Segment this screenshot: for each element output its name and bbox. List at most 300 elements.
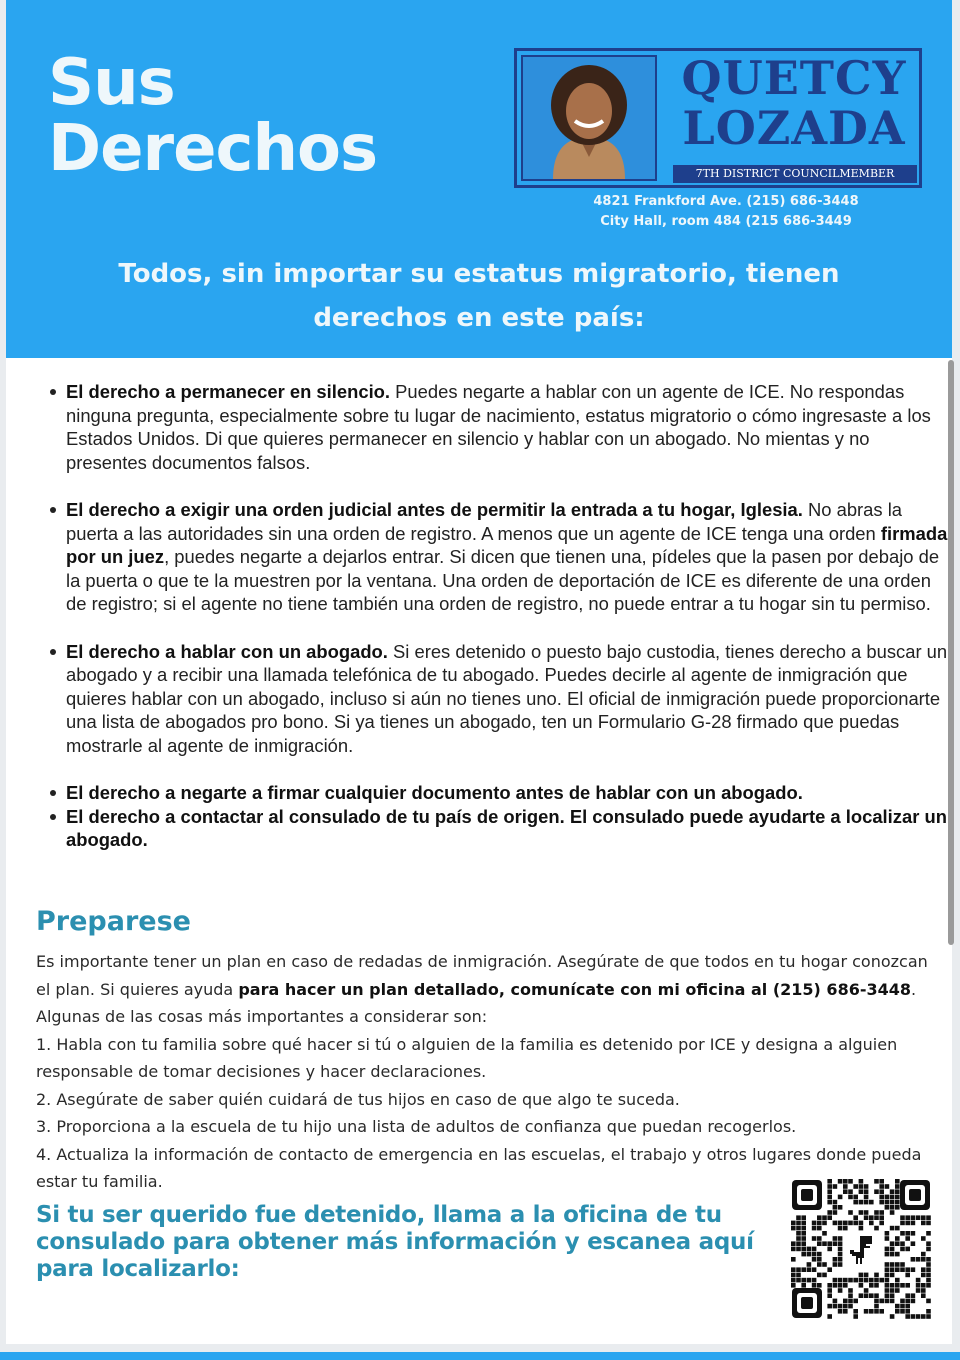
qr-module <box>843 1189 848 1194</box>
qr-module <box>843 1283 848 1288</box>
qr-module <box>874 1278 879 1283</box>
brand-line-2: LOZADA <box>682 101 906 155</box>
qr-module <box>905 1309 910 1314</box>
qr-module <box>817 1241 822 1246</box>
qr-module <box>900 1241 905 1246</box>
qr-module <box>827 1293 832 1298</box>
qr-module <box>921 1215 926 1220</box>
qr-module <box>895 1283 900 1288</box>
qr-module <box>921 1267 926 1272</box>
qr-module <box>916 1283 921 1288</box>
qr-module <box>879 1278 884 1283</box>
qr-module <box>791 1283 796 1288</box>
qr-module <box>853 1278 858 1283</box>
qr-module <box>796 1236 801 1241</box>
qr-module <box>838 1288 843 1293</box>
qr-module <box>833 1278 838 1283</box>
qr-module <box>879 1184 884 1189</box>
qr-module <box>905 1299 910 1304</box>
qr-module <box>869 1221 874 1226</box>
qr-module <box>807 1252 812 1257</box>
qr-module <box>791 1278 796 1283</box>
qr-module <box>874 1215 879 1220</box>
qr-module <box>895 1189 900 1194</box>
qr-module <box>874 1299 879 1304</box>
right-heading: El derecho a exigir una orden judicial antes de permitir la entrada a tu hogar, Iglesia. <box>66 499 803 520</box>
qr-module <box>822 1231 827 1236</box>
qr-module <box>895 1304 900 1309</box>
qr-module <box>921 1314 926 1319</box>
qr-module <box>827 1215 832 1220</box>
qr-module <box>864 1210 869 1215</box>
qr-module <box>895 1184 900 1189</box>
qr-module <box>885 1262 890 1267</box>
qr-module <box>874 1189 879 1194</box>
qr-module <box>905 1304 910 1309</box>
dinosaur-icon <box>844 1232 880 1266</box>
qr-module <box>869 1215 874 1220</box>
right-item-consulate <box>66 805 950 852</box>
qr-module <box>801 1221 806 1226</box>
qr-module <box>879 1195 884 1200</box>
city-hall-address: City Hall, room 484 (215 686-3449 <box>600 214 852 229</box>
right-heading: El derecho a permanecer en silencio. <box>66 381 391 402</box>
prepare-step: 4. Actualiza la información de contacto de emergencia en las escuelas, el trabajo y otros lugares donde pueda estar tu familia. <box>36 1144 922 1191</box>
qr-module <box>791 1273 796 1278</box>
qr-module <box>926 1215 931 1220</box>
prepare-intro-emphasis: para hacer un plan detallado, comunícate con mi oficina al (215) 686-3448 <box>238 979 911 999</box>
councilmember-logo <box>514 48 922 188</box>
qr-module <box>885 1293 890 1298</box>
qr-module <box>869 1293 874 1298</box>
qr-module <box>843 1184 848 1189</box>
qr-module <box>827 1241 832 1246</box>
qr-code-icon[interactable] <box>788 1176 934 1322</box>
qr-module <box>812 1267 817 1272</box>
qr-module <box>885 1278 890 1283</box>
qr-module <box>921 1252 926 1257</box>
brand-line-1: QUETCY <box>681 51 907 105</box>
qr-module <box>827 1210 832 1215</box>
qr-module <box>885 1252 890 1257</box>
qr-module <box>911 1299 916 1304</box>
qr-module <box>859 1184 864 1189</box>
qr-module <box>879 1210 884 1215</box>
qr-module <box>926 1257 931 1262</box>
qr-module <box>864 1215 869 1220</box>
qr-module <box>812 1236 817 1241</box>
qr-module <box>807 1278 812 1283</box>
qr-module <box>869 1200 874 1205</box>
qr-module <box>838 1252 843 1257</box>
qr-module <box>791 1221 796 1226</box>
qr-module <box>859 1200 864 1205</box>
qr-module <box>796 1226 801 1231</box>
qr-module <box>926 1231 931 1236</box>
qr-module <box>864 1189 869 1194</box>
qr-module <box>911 1293 916 1298</box>
qr-module <box>874 1179 879 1184</box>
qr-module <box>807 1262 812 1267</box>
qr-module <box>874 1226 879 1231</box>
qr-module <box>890 1283 895 1288</box>
qr-module <box>859 1189 864 1194</box>
qr-module <box>879 1215 884 1220</box>
qr-module <box>900 1247 905 1252</box>
qr-module <box>827 1195 832 1200</box>
qr-module <box>890 1293 895 1298</box>
qr-module <box>833 1241 838 1246</box>
qr-module <box>905 1273 910 1278</box>
qr-module <box>885 1231 890 1236</box>
qr-module <box>817 1283 822 1288</box>
qr-module <box>911 1221 916 1226</box>
qr-module <box>812 1247 817 1252</box>
qr-module <box>812 1257 817 1262</box>
qr-module <box>900 1309 905 1314</box>
qr-module <box>827 1247 832 1252</box>
qr-module <box>905 1221 910 1226</box>
qr-module <box>817 1262 822 1267</box>
qr-module <box>838 1179 843 1184</box>
qr-module <box>859 1179 864 1184</box>
qr-module <box>900 1262 905 1267</box>
qr-module <box>926 1309 931 1314</box>
qr-module <box>817 1221 822 1226</box>
qr-module <box>890 1200 895 1205</box>
qr-module <box>796 1231 801 1236</box>
qr-module <box>900 1231 905 1236</box>
qr-module <box>905 1314 910 1319</box>
qr-module <box>833 1283 838 1288</box>
right-text: Puedes negarte a hablar con un agente de ICE. No respondas ninguna pregunta, especialmente sobre tu lugar de nacimiento, estatus migratorio o cómo ingresaste a los Estados Unidos. Di que quieres permanecer en silencio y hablar con un abogado. No mientas y no presentes documentos falsos. <box>66 381 931 473</box>
councilmember-photo <box>521 55 657 181</box>
qr-module <box>848 1221 853 1226</box>
qr-module <box>895 1267 900 1272</box>
qr-module <box>890 1247 895 1252</box>
qr-module <box>864 1273 869 1278</box>
qr-module <box>791 1226 796 1231</box>
qr-module <box>822 1241 827 1246</box>
qr-module <box>796 1215 801 1220</box>
qr-module <box>843 1179 848 1184</box>
qr-module <box>848 1210 853 1215</box>
qr-module <box>874 1304 879 1309</box>
prepare-step: 1. Habla con tu familia sobre qué hacer si tú o alguien de la familia es detenido por ICE y designa a alguien responsable de tomar decisiones y hacer declaraciones. <box>36 1034 898 1081</box>
qr-module <box>890 1262 895 1267</box>
qr-module <box>916 1257 921 1262</box>
qr-module <box>853 1309 858 1314</box>
qr-module <box>885 1273 890 1278</box>
qr-module <box>921 1293 926 1298</box>
qr-module <box>791 1267 796 1272</box>
qr-module <box>879 1179 884 1184</box>
qr-module <box>890 1195 895 1200</box>
office-address: 4821 Frankford Ave. (215) 686-3448 <box>593 194 859 209</box>
qr-module <box>801 1241 806 1246</box>
qr-module <box>843 1299 848 1304</box>
right-text: No abras la puerta a las autoridades sin una orden de registro. A menos que un agente de ICE tenga una orden <box>66 499 903 544</box>
right-heading: El derecho a contactar al consulado de tu país de origen. El consulado puede ayudarte a localizar un abogado. <box>66 805 947 850</box>
qr-module <box>838 1195 843 1200</box>
qr-module <box>890 1252 895 1257</box>
qr-module <box>838 1309 843 1314</box>
qr-module <box>833 1236 838 1241</box>
prepare-step: 3. Proporciona a la escuela de tu hijo una lista de adultos de confianza que puedan recogerlos. <box>36 1117 797 1136</box>
qr-module <box>833 1221 838 1226</box>
qr-module <box>822 1221 827 1226</box>
qr-module <box>885 1283 890 1288</box>
qr-module <box>864 1278 869 1283</box>
qr-module <box>900 1215 905 1220</box>
right-item-lawyer <box>66 640 950 758</box>
qr-module <box>885 1205 890 1210</box>
qr-module <box>801 1283 806 1288</box>
qr-module <box>801 1267 806 1272</box>
qr-module <box>900 1221 905 1226</box>
qr-finder-bottom-left <box>792 1288 822 1318</box>
qr-module <box>890 1241 895 1246</box>
qr-module <box>895 1262 900 1267</box>
qr-module <box>869 1309 874 1314</box>
qr-module <box>817 1252 822 1257</box>
qr-module <box>926 1241 931 1246</box>
qr-module <box>827 1189 832 1194</box>
qr-module <box>822 1273 827 1278</box>
qr-module <box>921 1288 926 1293</box>
right-heading: El derecho a negarte a firmar cualquier documento antes de hablar con un abogado. <box>66 782 803 803</box>
qr-module <box>921 1257 926 1262</box>
qr-code-graphic <box>788 1176 934 1322</box>
councilmember-role: 7TH DISTRICT COUNCILMEMBER <box>673 165 917 183</box>
right-emphasis: firmada por un juez <box>66 522 948 567</box>
bottom-accent-bar <box>0 1352 960 1360</box>
prepare-intro-text: . Algunas de las cosas más importantes a considerar son: <box>36 979 917 1026</box>
qr-module <box>864 1200 869 1205</box>
title-line-2: Derechos <box>48 112 378 186</box>
qr-module <box>926 1247 931 1252</box>
qr-module <box>900 1267 905 1272</box>
qr-module <box>853 1184 858 1189</box>
qr-module <box>801 1226 806 1231</box>
right-heading: El derecho a hablar con un abogado. <box>66 640 388 662</box>
header-banner <box>6 0 952 358</box>
qr-module <box>900 1283 905 1288</box>
qr-module <box>859 1293 864 1298</box>
qr-module <box>843 1304 848 1309</box>
right-item-refuse-sign <box>66 781 950 805</box>
qr-module <box>796 1241 801 1246</box>
qr-module <box>885 1184 890 1189</box>
qr-module <box>885 1236 890 1241</box>
qr-module <box>853 1221 858 1226</box>
qr-module <box>827 1184 832 1189</box>
qr-module <box>848 1195 853 1200</box>
qr-module <box>921 1283 926 1288</box>
qr-module <box>905 1267 910 1272</box>
qr-module <box>827 1179 832 1184</box>
qr-module <box>869 1278 874 1283</box>
qr-module <box>926 1314 931 1319</box>
qr-module <box>921 1273 926 1278</box>
qr-module <box>859 1210 864 1215</box>
qr-module <box>796 1278 801 1283</box>
qr-module <box>822 1215 827 1220</box>
qr-module <box>833 1184 838 1189</box>
qr-module <box>817 1215 822 1220</box>
qr-module <box>890 1299 895 1304</box>
qr-module <box>864 1184 869 1189</box>
title-line-1: Sus <box>48 46 175 120</box>
qr-module <box>817 1257 822 1262</box>
qr-module <box>895 1205 900 1210</box>
qr-module <box>822 1262 827 1267</box>
qr-module <box>838 1304 843 1309</box>
qr-module <box>848 1189 853 1194</box>
prepare-section <box>36 948 946 1196</box>
qr-module <box>827 1200 832 1205</box>
qr-module <box>895 1226 900 1231</box>
qr-module <box>859 1273 864 1278</box>
qr-module <box>926 1278 931 1283</box>
qr-module <box>859 1221 864 1226</box>
qr-module <box>796 1247 801 1252</box>
qr-module <box>838 1221 843 1226</box>
qr-module <box>848 1304 853 1309</box>
qr-module <box>859 1278 864 1283</box>
qr-module <box>848 1179 853 1184</box>
qr-module <box>926 1267 931 1272</box>
qr-module <box>864 1195 869 1200</box>
qr-finder-top-left <box>792 1180 822 1210</box>
qr-module <box>833 1210 838 1215</box>
qr-module <box>848 1299 853 1304</box>
councilmember-name <box>669 53 919 153</box>
qr-module <box>879 1200 884 1205</box>
qr-module <box>843 1226 848 1231</box>
qr-module <box>812 1278 817 1283</box>
right-text: , puedes negarte a dejarlos entrar. Si dicen que tienen una, pídeles que la pasen por debajo de la puerta o que te la muestren por la ventana. Una orden de deportación de ICE es diferente de una orden de registro; si el agente no tiene también una orden de registro, no puede entrar a tu hogar sin tu permiso. <box>66 546 940 614</box>
qr-module <box>801 1252 806 1257</box>
qr-module <box>911 1241 916 1246</box>
qr-module <box>796 1273 801 1278</box>
qr-module <box>864 1288 869 1293</box>
qr-module <box>812 1226 817 1231</box>
qr-module <box>879 1299 884 1304</box>
qr-module <box>807 1247 812 1252</box>
prepare-step: 2. Asegúrate de saber quién cuidará de tus hijos en caso de que algo te suceda. <box>36 1089 680 1109</box>
qr-module <box>859 1226 864 1231</box>
qr-module <box>890 1205 895 1210</box>
qr-module <box>895 1252 900 1257</box>
qr-module <box>859 1283 864 1288</box>
qr-module <box>833 1262 838 1267</box>
qr-module <box>833 1200 838 1205</box>
qr-module <box>905 1231 910 1236</box>
qr-module <box>827 1267 832 1272</box>
qr-module <box>911 1267 916 1272</box>
qr-module <box>895 1278 900 1283</box>
right-item-warrant <box>66 498 950 616</box>
qr-module <box>833 1205 838 1210</box>
qr-module <box>879 1309 884 1314</box>
qr-module <box>874 1293 879 1298</box>
qr-module <box>838 1262 843 1267</box>
qr-module <box>843 1309 848 1314</box>
qr-module <box>926 1283 931 1288</box>
qr-module <box>874 1210 879 1215</box>
qr-module <box>838 1226 843 1231</box>
qr-module <box>833 1257 838 1262</box>
qr-module <box>916 1278 921 1283</box>
qr-module <box>796 1221 801 1226</box>
flyer-page <box>6 0 952 1344</box>
qr-module <box>817 1226 822 1231</box>
qr-module <box>885 1288 890 1293</box>
qr-module <box>807 1267 812 1272</box>
qr-module <box>827 1283 832 1288</box>
subtitle-line-1: Todos, sin importar su estatus migratorio, tienen <box>118 259 840 289</box>
qr-module <box>890 1226 895 1231</box>
qr-module <box>905 1236 910 1241</box>
subtitle-line-2: derechos en este país: <box>313 303 645 333</box>
qr-module <box>838 1257 843 1262</box>
qr-module <box>890 1210 895 1215</box>
qr-module <box>874 1283 879 1288</box>
qr-module <box>827 1304 832 1309</box>
qr-finder-top-right <box>900 1180 930 1210</box>
qr-module <box>853 1299 858 1304</box>
qr-module <box>864 1309 869 1314</box>
qr-module <box>812 1221 817 1226</box>
qr-module <box>885 1195 890 1200</box>
qr-module <box>833 1304 838 1309</box>
qr-module <box>848 1288 853 1293</box>
qr-module <box>879 1221 884 1226</box>
qr-module <box>926 1262 931 1267</box>
qr-module <box>905 1215 910 1220</box>
qr-module <box>838 1278 843 1283</box>
qr-module <box>911 1257 916 1262</box>
prepare-intro-text: Es importante tener un plan en caso de redadas de inmigración. Asegúrate de que todos en tu hogar conozcan el plan. Si quieres ayuda <box>36 952 928 999</box>
qr-module <box>895 1309 900 1314</box>
qr-module <box>869 1283 874 1288</box>
qr-module <box>885 1200 890 1205</box>
qr-module <box>895 1288 900 1293</box>
qr-module <box>812 1283 817 1288</box>
page-title <box>48 46 378 186</box>
qr-module <box>890 1273 895 1278</box>
qr-module <box>921 1221 926 1226</box>
qr-module <box>791 1241 796 1246</box>
qr-module <box>890 1288 895 1293</box>
prepare-intro <box>36 948 946 1031</box>
qr-module <box>890 1267 895 1272</box>
qr-module <box>895 1179 900 1184</box>
header-subtitle <box>66 252 892 340</box>
qr-module <box>895 1236 900 1241</box>
qr-module <box>874 1273 879 1278</box>
qr-module <box>895 1195 900 1200</box>
qr-module <box>926 1221 931 1226</box>
qr-module <box>838 1247 843 1252</box>
qr-module <box>838 1205 843 1210</box>
qr-module <box>900 1299 905 1304</box>
qr-module <box>911 1314 916 1319</box>
qr-module <box>817 1273 822 1278</box>
qr-module <box>843 1278 848 1283</box>
qr-module <box>801 1278 806 1283</box>
